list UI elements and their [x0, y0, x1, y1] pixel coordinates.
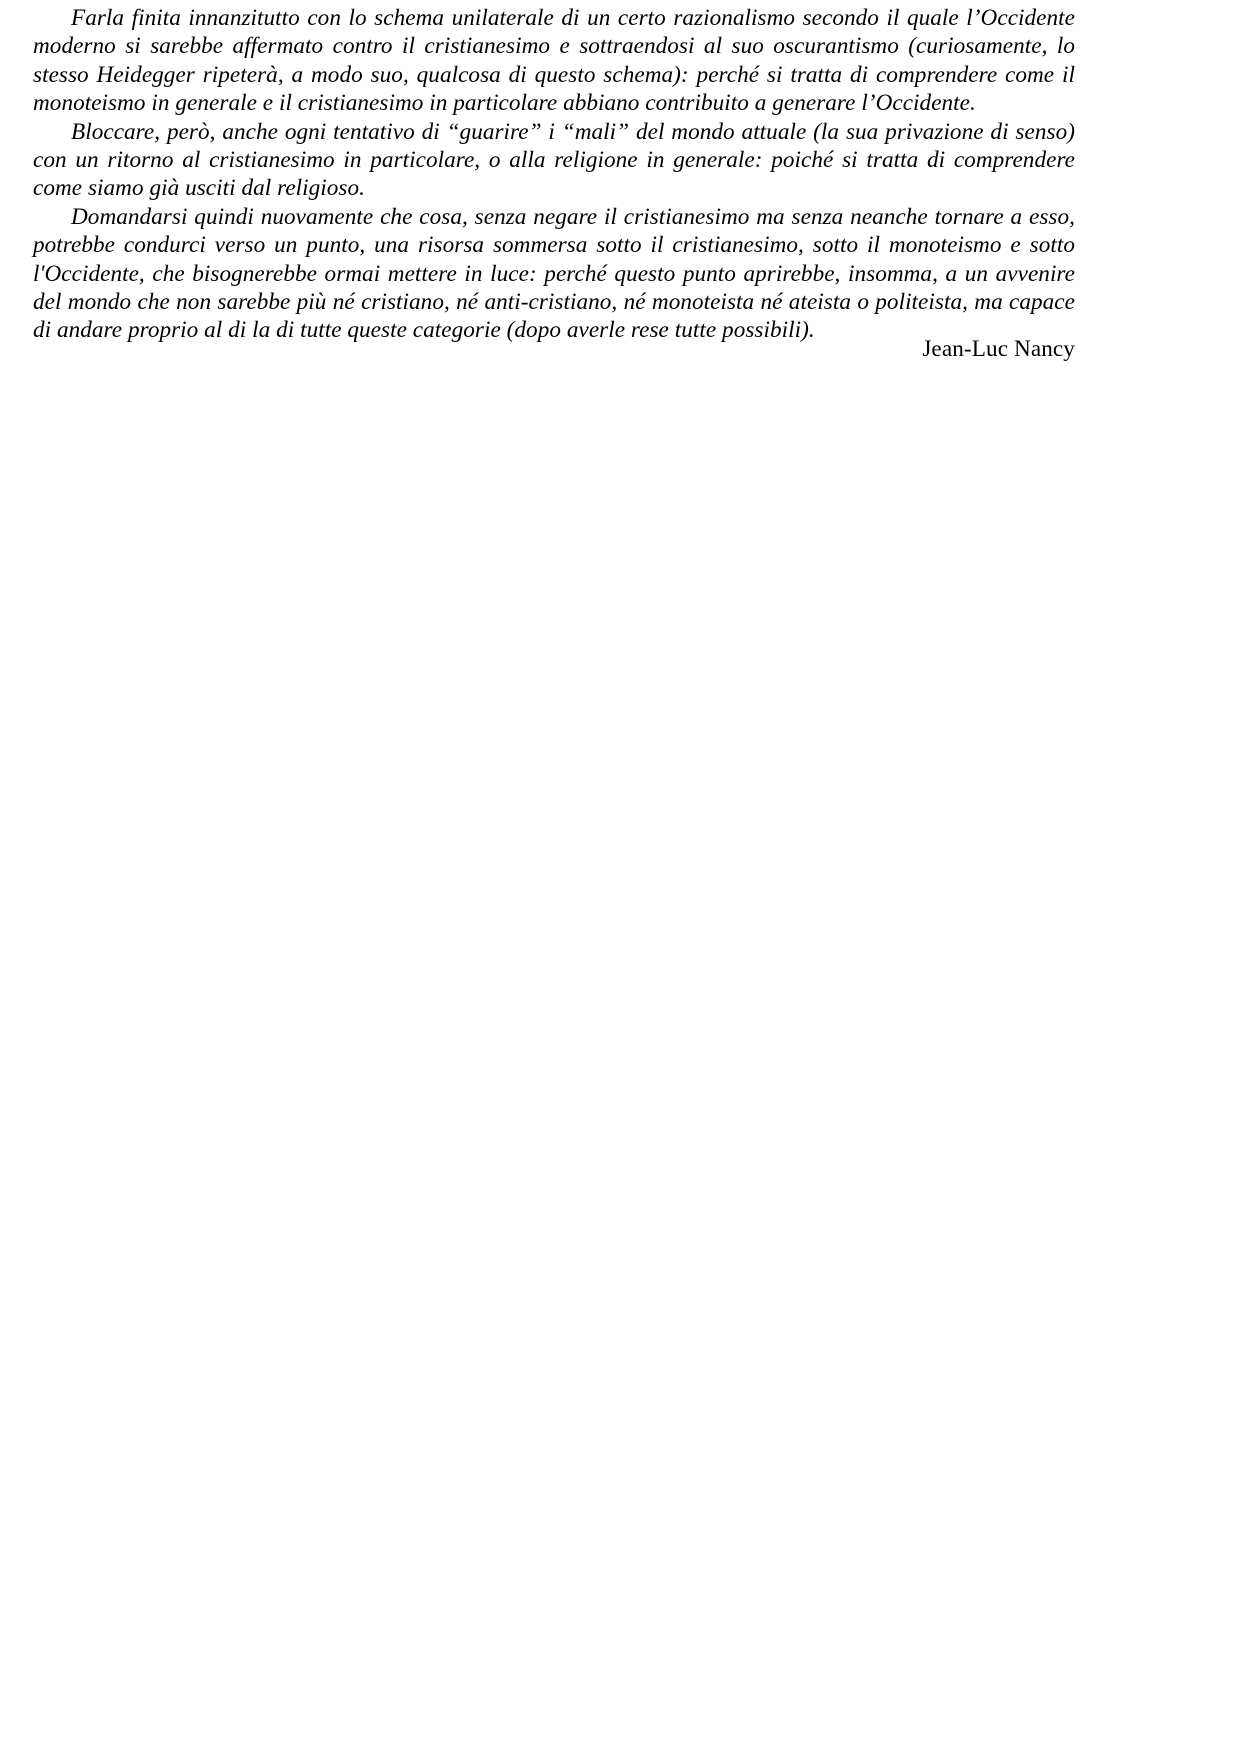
body-text-block: [33, 4, 1075, 345]
body-paragraph-1: Farla finita innanzitutto con lo schema unilaterale di un certo razionalismo secondo il quale l’Occidente moderno si sarebbe affermato contro il cristianesimo e sottraendosi al suo oscurantismo (curiosamente, lo stesso Heidegger ripeterà, a modo suo, qualcosa di questo schema): perché si tratta di comprendere come il monoteismo in generale e il cristianesimo in particolare abbiano contribuito a generare l’Occidente.: [33, 5, 1075, 117]
author-signature: Jean-Luc Nancy: [922, 336, 1075, 362]
body-paragraph-2: Bloccare, però, anche ogni tentativo di “guarire” i “mali” del mondo attuale (la sua privazione di senso) con un ritorno al cristianesimo in particolare, o alla religione in generale: poiché si tratta di comprendere come siamo già usciti dal religioso.: [33, 118, 1075, 202]
body-paragraph-3: Domandarsi quindi nuovamente che cosa, senza negare il cristianesimo ma senza neanche tornare a esso, potrebbe condurci verso un punto, una risorsa sommersa sotto il cristianesimo, sotto il monoteismo e sotto l'Occidente, che bisognerebbe ormai mettere in luce: perché questo punto aprirebbe, insomma, a un avvenire del mondo che non sarebbe più né cristiano, né anti-cristiano, né monoteista né ateista o politeista, ma capace di andare proprio al di la di tutte queste categorie (dopo averle rese tutte possibili).: [33, 203, 1075, 344]
signature-line: [33, 335, 1075, 363]
